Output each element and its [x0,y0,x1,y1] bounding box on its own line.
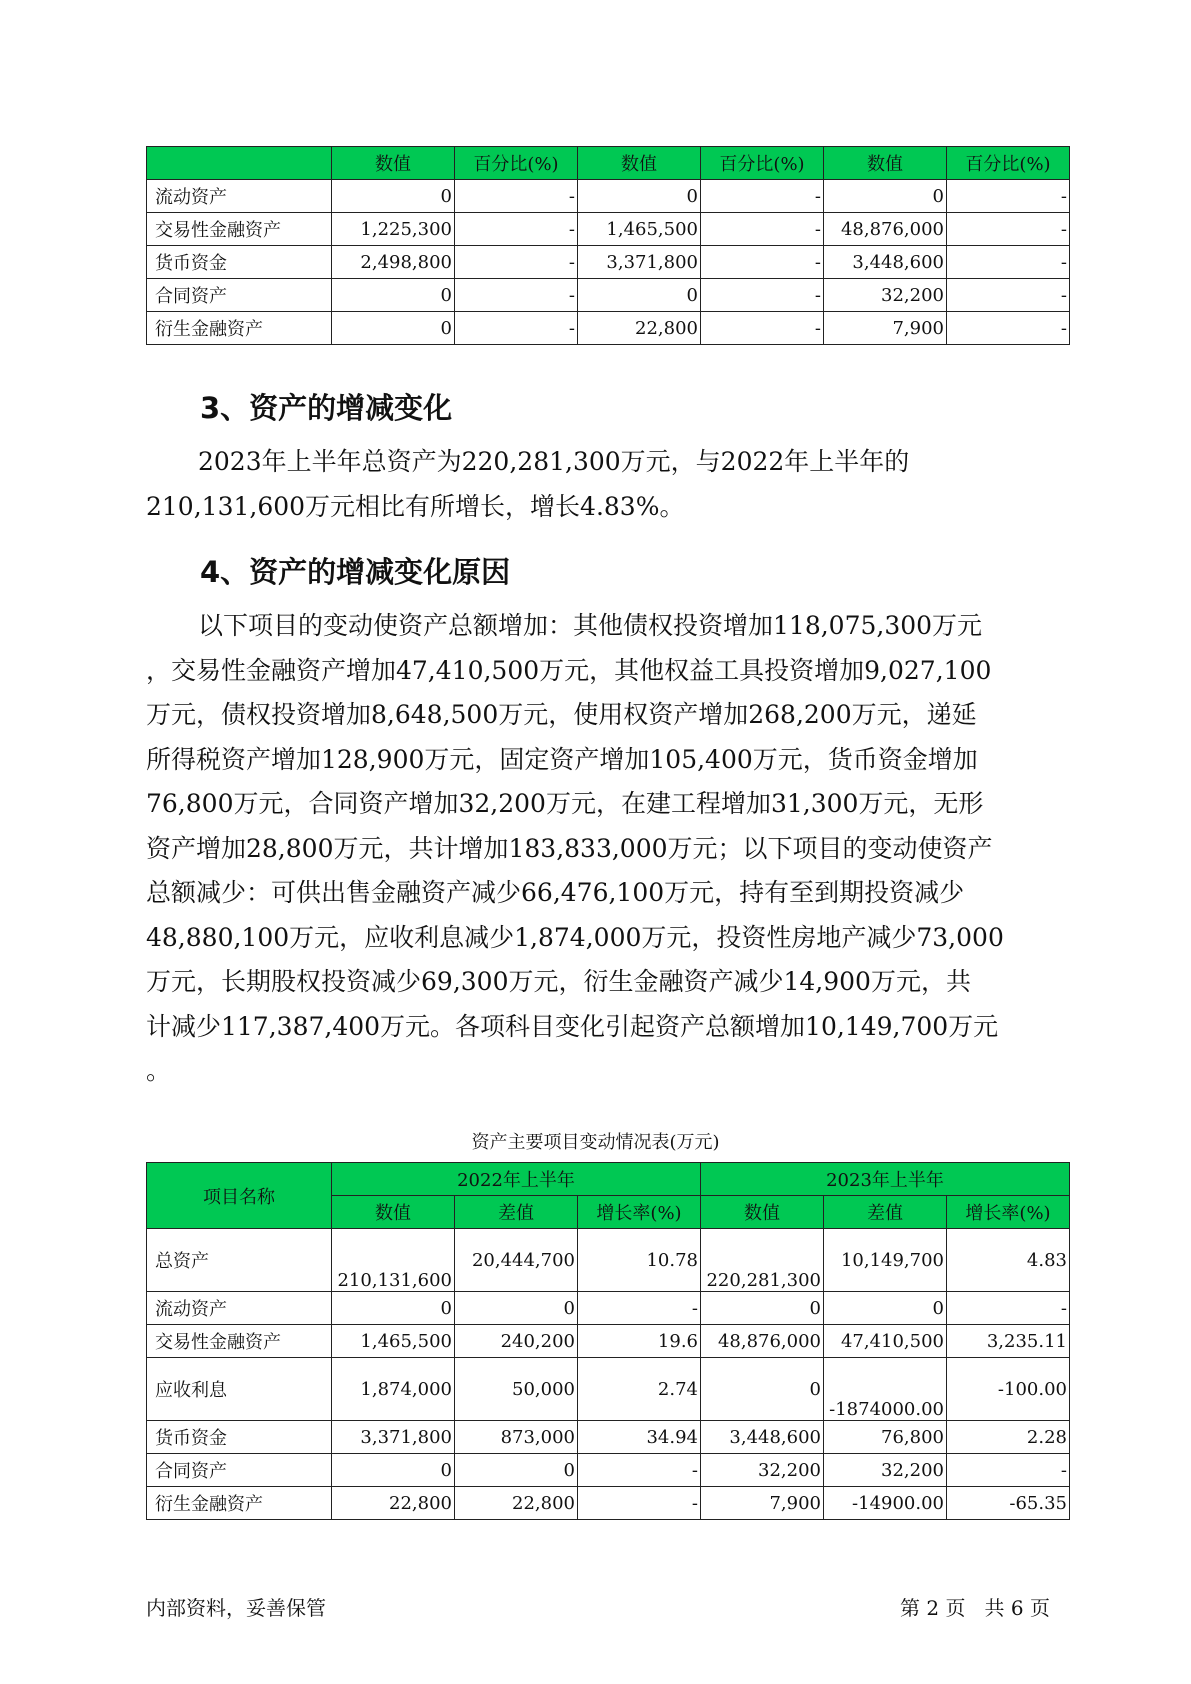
paragraph-line: 以下项目的变动使资产总额增加：其他债权投资增加118,075,300万元 [198,611,983,640]
row-label: 总资产 [147,1229,332,1292]
header-cell: 差值 [455,1196,578,1229]
table-row [147,213,1070,246]
page-number: 第 2 页 共 6 页 [900,1596,1050,1620]
table-cell: - [947,312,1070,345]
table-cell: 0 [578,180,701,213]
row-label: 应收利息 [147,1358,332,1421]
asset-change-table [146,1162,1070,1520]
table-cell: 0 [824,180,947,213]
table-cell: - [455,180,578,213]
table-cell: - [701,246,824,279]
row-label: 合同资产 [147,1454,332,1487]
table-cell: - [455,312,578,345]
section-heading: 3、资产的增减变化 [200,391,453,425]
table-cell: 2,498,800 [332,246,455,279]
table-cell: - [701,312,824,345]
row-label: 流动资产 [147,1292,332,1325]
section-heading: 4、资产的增减变化原因 [200,555,511,589]
group-header: 2023年上半年 [701,1163,1070,1196]
item-name-header: 项目名称 [147,1163,332,1229]
table-cell: 220,281,300 [701,1229,824,1292]
table-cell: 0 [332,312,455,345]
table-cell: - [455,213,578,246]
table-cell: 3,448,600 [824,246,947,279]
header-cell: 数值 [332,147,455,180]
table-cell: 2.74 [578,1358,701,1421]
table-row [147,180,1070,213]
table-cell: 240,200 [455,1325,578,1358]
table-row [147,1229,1070,1292]
table-cell: - [701,213,824,246]
table-cell: -1874000.00 [824,1358,947,1421]
table-cell: -14900.00 [824,1487,947,1520]
header-cell: 数值 [332,1196,455,1229]
table-header-row [147,147,1070,180]
table-cell: 0 [332,279,455,312]
table-cell: 7,900 [824,312,947,345]
table-cell: 47,410,500 [824,1325,947,1358]
paragraph-line: 76,800万元，合同资产增加32,200万元，在建工程增加31,300万元，无形 [146,789,984,818]
table-cell: 0 [455,1454,578,1487]
table-cell: 210,131,600 [332,1229,455,1292]
paragraph-line: 所得税资产增加128,900万元，固定资产增加105,400万元，货币资金增加 [146,744,978,774]
table-cell: - [578,1292,701,1325]
paragraph-line: 总额减少：可供出售金融资产减少66,476,100万元，持有至到期投资减少 [146,878,965,907]
table-cell: 48,876,000 [701,1325,824,1358]
table-cell: 76,800 [824,1421,947,1454]
table-row [147,312,1070,345]
table-cell: 4.83 [947,1229,1070,1292]
header-cell: 数值 [578,147,701,180]
table-row [147,279,1070,312]
table-cell: - [701,180,824,213]
table-cell: 3,371,800 [332,1421,455,1454]
row-label: 合同资产 [147,279,332,312]
table-cell: 22,800 [455,1487,578,1520]
table-cell: 1,225,300 [332,213,455,246]
table-cell: 3,371,800 [578,246,701,279]
header-cell [147,147,332,180]
header-cell: 增长率(%) [947,1196,1070,1229]
table-cell: 50,000 [455,1358,578,1421]
header-cell: 百分比(%) [701,147,824,180]
table-row [147,1292,1070,1325]
header-cell: 数值 [824,147,947,180]
table-title: 资产主要项目变动情况表(万元) [471,1132,720,1153]
row-label: 交易性金融资产 [147,213,332,246]
footer-confidential-note: 内部资料，妥善保管 [146,1596,326,1620]
paragraph-line: 资产增加28,800万元，共计增加183,833,000万元；以下项目的变动使资产 [146,833,993,863]
paragraph-line: 48,880,100万元，应收利息减少1,874,000万元，投资性房地产减少73,000 [146,922,1004,952]
row-label: 衍生金融资产 [147,1487,332,1520]
table-cell: 3,448,600 [701,1421,824,1454]
table-cell: 0 [824,1292,947,1325]
row-label: 衍生金融资产 [147,312,332,345]
group-header: 2022年上半年 [332,1163,701,1196]
table-cell: 2.28 [947,1421,1070,1454]
table-cell: 10,149,700 [824,1229,947,1292]
table-row [147,1358,1070,1421]
asset-comparison-table [146,146,1070,345]
header-cell: 增长率(%) [578,1196,701,1229]
paragraph-line: 万元，债权投资增加8,648,500万元，使用权资产增加268,200万元，递延 [146,700,977,729]
table-cell: 32,200 [824,1454,947,1487]
table-cell: 20,444,700 [455,1229,578,1292]
table-cell: - [578,1487,701,1520]
table-row [147,1487,1070,1520]
table-cell: 48,876,000 [824,213,947,246]
table-cell: - [947,279,1070,312]
table-cell: - [578,1454,701,1487]
table-cell: - [947,1292,1070,1325]
table-cell: 1,465,500 [332,1325,455,1358]
header-cell: 数值 [701,1196,824,1229]
table-cell: - [947,246,1070,279]
table-row [147,1325,1070,1358]
table-cell: 0 [332,1292,455,1325]
table-row [147,246,1070,279]
table-cell: 873,000 [455,1421,578,1454]
table-cell: 0 [332,1454,455,1487]
table-cell: 32,200 [701,1454,824,1487]
table-cell: 3,235.11 [947,1325,1070,1358]
table-cell: - [947,1454,1070,1487]
paragraph-line: 。 [146,1056,172,1085]
paragraph-line: 210,131,600万元相比有所增长，增长4.83%。 [146,491,685,521]
header-cell: 差值 [824,1196,947,1229]
table-cell: 7,900 [701,1487,824,1520]
row-label: 货币资金 [147,1421,332,1454]
section-paragraph [146,604,1066,1094]
table-cell: 1,465,500 [578,213,701,246]
table-cell: 34.94 [578,1421,701,1454]
table-cell: - [455,246,578,279]
table-cell: 22,800 [578,312,701,345]
table-cell: 1,874,000 [332,1358,455,1421]
paragraph-line: ，交易性金融资产增加47,410,500万元，其他权益工具投资增加9,027,100 [146,655,992,685]
table-row [147,1454,1070,1487]
paragraph-line: 计减少117,387,400万元。各项科目变化引起资产总额增加10,149,700万元 [146,1011,999,1041]
table-cell: 0 [578,279,701,312]
row-label: 货币资金 [147,246,332,279]
header-cell: 百分比(%) [947,147,1070,180]
table-header-row [147,1163,1070,1196]
table-cell: -65.35 [947,1487,1070,1520]
section-paragraph [146,440,1066,529]
table-cell: - [455,279,578,312]
table-cell: -100.00 [947,1358,1070,1421]
paragraph-line: 万元，长期股权投资减少69,300万元，衍生金融资产减少14,900万元，共 [146,967,971,996]
table-cell: - [947,213,1070,246]
table-cell: 19.6 [578,1325,701,1358]
table-cell: 10.78 [578,1229,701,1292]
table-cell: 0 [455,1292,578,1325]
table-cell: 0 [332,180,455,213]
table-cell: 0 [701,1292,824,1325]
table-row [147,1421,1070,1454]
table-cell: 22,800 [332,1487,455,1520]
row-label: 流动资产 [147,180,332,213]
header-cell: 百分比(%) [455,147,578,180]
row-label: 交易性金融资产 [147,1325,332,1358]
table-cell: - [947,180,1070,213]
table-cell: 0 [701,1358,824,1421]
paragraph-line: 2023年上半年总资产为220,281,300万元，与2022年上半年的 [198,447,910,476]
table-cell: 32,200 [824,279,947,312]
table-cell: - [701,279,824,312]
